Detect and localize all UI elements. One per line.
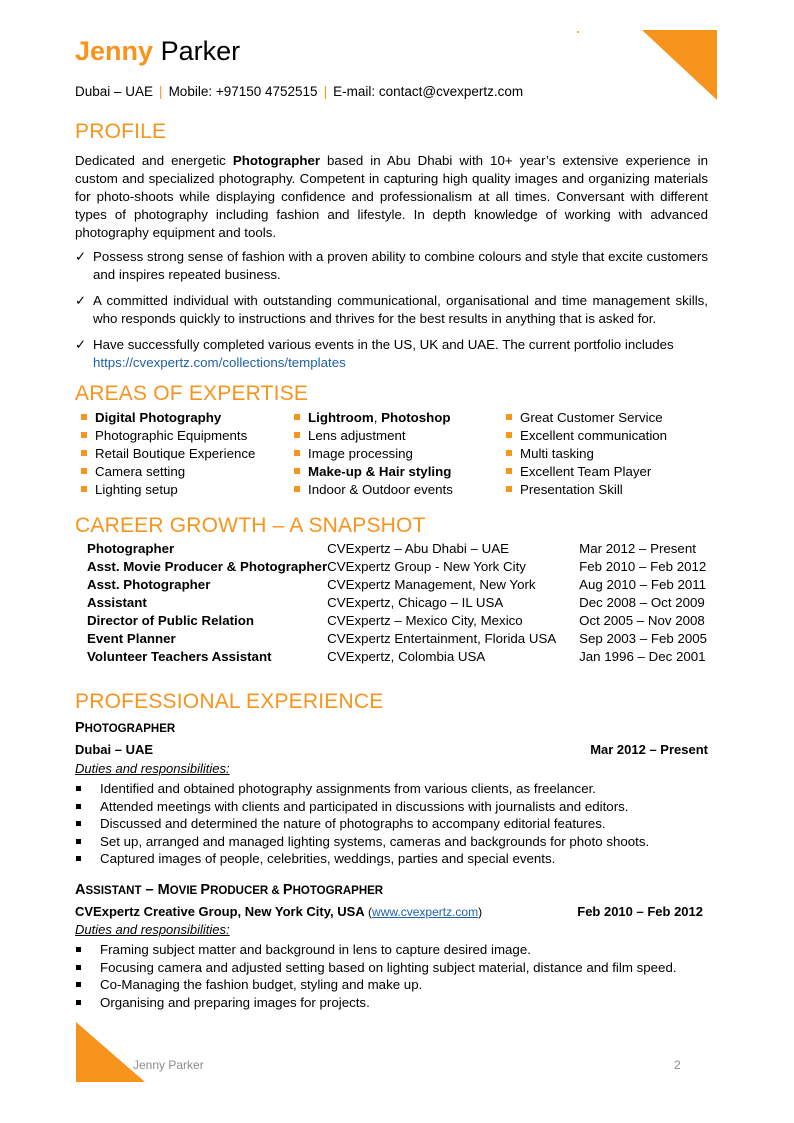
expertise-column-1 — [81, 409, 255, 499]
paren: ( — [364, 905, 373, 919]
website-wrap — [365, 905, 482, 919]
expertise-label: Lighting setup — [95, 482, 178, 497]
expertise-label: Presentation Skill — [520, 482, 623, 497]
expertise-label: Excellent communication — [520, 428, 668, 443]
career-dates: Dec 2008 – Oct 2009 — [579, 595, 705, 610]
career-role: Assistant — [87, 595, 147, 610]
bullet-icon — [76, 804, 81, 809]
job-title-text: P — [75, 720, 85, 736]
list-item — [75, 780, 708, 798]
career-role: Asst. Photographer — [87, 577, 211, 592]
job-title-text: HOTOGRAPHER — [84, 723, 176, 735]
expertise-label: Lightroom — [308, 410, 374, 425]
job-title — [75, 882, 383, 898]
list-item — [75, 941, 708, 959]
profile-summary — [75, 152, 708, 242]
expertise-label: Lens adjustment — [308, 428, 406, 443]
career-row — [87, 594, 707, 612]
profile-text: based in Abu Dhabi with 10+ year’s extensive experience in custom and specialized photography. Competent in capturing high quality images and organizing materials for photo-shoots while displaying confidence and professionalism at all times. Conversant with different types of photography including fashion and lifestyle. In depth knowledge of working with advanced photography equipment and tools. — [75, 153, 709, 240]
profile-heading: PROFILE — [75, 120, 167, 143]
duty-text: Discussed and determined the nature of photographs to accompany editorial features. — [100, 816, 606, 831]
career-dates: Sep 2003 – Feb 2005 — [579, 631, 708, 646]
job-company: CVExpertz Creative Group, New York City, USA — [75, 904, 365, 919]
career-row — [87, 612, 707, 630]
job-location: Dubai – UAE — [75, 742, 154, 757]
bullet-icon — [76, 965, 81, 970]
expertise-item — [294, 427, 453, 445]
expertise-item — [506, 481, 667, 499]
expertise-item — [294, 463, 453, 481]
duties-label: Duties and responsibilities: — [75, 922, 230, 937]
square-bullet-icon — [294, 468, 300, 474]
job-title-text: RODUCER & — [210, 885, 283, 897]
job-company-line — [75, 904, 703, 919]
expertise-item — [294, 481, 453, 499]
bullet-icon — [76, 786, 81, 791]
expertise-label: Indoor & Outdoor events — [308, 482, 453, 497]
career-heading: CAREER GROWTH – A SNAPSHOT — [75, 514, 426, 537]
expertise-label: Multi tasking — [520, 446, 594, 461]
job-title-text: – — [141, 882, 158, 898]
square-bullet-icon — [294, 414, 300, 420]
job-dates: Feb 2010 – Feb 2012 — [577, 904, 703, 919]
profile-point — [75, 248, 708, 284]
bullet-icon — [76, 982, 81, 987]
career-role: Photographer — [87, 541, 175, 556]
duty-text: Focusing camera and adjusted setting based on lighting subject material, distance and film speed. — [100, 959, 677, 975]
duty-text: Identified and obtained photography assignments from various clients, as freelancer. — [100, 781, 596, 796]
profile-point — [75, 292, 708, 328]
expertise-label: Great Customer Service — [520, 410, 663, 425]
square-bullet-icon — [506, 486, 512, 492]
bullet-icon — [76, 947, 81, 952]
email[interactable]: E-mail: contact@cvexpertz.com — [333, 84, 524, 99]
square-bullet-icon — [81, 468, 87, 474]
job-title-text: OVIE — [169, 885, 201, 897]
list-item — [75, 959, 708, 977]
duty-text: Set up, arranged and managed lighting systems, cameras and backgrounds for photo shoots. — [100, 833, 650, 849]
last-name: Parker — [160, 36, 241, 66]
job-location-line — [75, 742, 708, 757]
experience-heading: PROFESSIONAL EXPERIENCE — [75, 690, 384, 713]
location: Dubai – UAE — [75, 84, 154, 99]
career-dates: Oct 2005 – Nov 2008 — [579, 613, 705, 628]
career-table — [87, 540, 707, 666]
expertise-item — [506, 409, 667, 427]
career-role: Director of Public Relation — [87, 613, 254, 628]
duty-text: Framing subject matter and background in lens to capture desired image. — [100, 942, 531, 957]
list-item — [75, 976, 708, 994]
job-title-text: A — [75, 882, 86, 898]
expertise-column-3 — [506, 409, 667, 499]
list-item — [75, 833, 708, 851]
career-role: Asst. Movie Producer & Photographer — [87, 559, 328, 574]
job-title-text: P — [200, 882, 211, 898]
portfolio-link[interactable]: https://cvexpertz.com/collections/templates — [93, 355, 346, 370]
contact-line — [75, 84, 523, 99]
separator: | — [323, 84, 328, 99]
career-dates: Jan 1996 – Dec 2001 — [579, 649, 706, 664]
list-item — [75, 815, 708, 833]
expertise-separator: , — [373, 410, 382, 425]
bullet-icon — [76, 856, 81, 861]
page-number: 2 — [674, 1058, 681, 1072]
duty-text: Attended meetings with clients and participated in discussions with journalists and editors. — [100, 798, 629, 814]
duties-list — [75, 941, 708, 1011]
career-dates: Feb 2010 – Feb 2012 — [579, 559, 707, 574]
check-icon: ✓ — [75, 249, 87, 264]
expertise-label: Image processing — [308, 446, 413, 461]
separator: | — [159, 84, 163, 99]
job-title-text: M — [157, 882, 170, 898]
expertise-label: Camera setting — [95, 464, 186, 479]
job-dates: Mar 2012 – Present — [590, 742, 708, 757]
career-company: CVExpertz – Abu Dhabi – UAE — [327, 541, 509, 556]
career-dates: Aug 2010 – Feb 2011 — [579, 577, 707, 592]
expertise-label: Photoshop — [381, 410, 451, 425]
career-company: CVExpertz, Chicago – IL USA — [327, 595, 504, 610]
career-row — [87, 648, 707, 666]
list-item — [75, 850, 708, 868]
square-bullet-icon — [81, 450, 87, 456]
duty-text: Captured images of people, celebrities, weddings, parties and special events. — [100, 851, 556, 866]
square-bullet-icon — [81, 432, 87, 438]
duties-list — [75, 780, 708, 868]
expertise-label: Photographic Equipments — [95, 428, 248, 443]
expertise-label: Retail Boutique Experience — [95, 446, 256, 461]
career-row — [87, 576, 707, 594]
expertise-item — [506, 463, 667, 481]
profile-point — [75, 336, 708, 372]
expertise-item — [81, 445, 255, 463]
career-dates: Mar 2012 – Present — [579, 541, 696, 556]
square-bullet-icon — [506, 432, 512, 438]
check-icon: ✓ — [75, 337, 87, 352]
profile-point-text-main: Have successfully completed various events in the US, UK and UAE. The current portfolio includes — [93, 337, 674, 352]
square-bullet-icon — [294, 450, 300, 456]
expertise-item — [294, 409, 453, 427]
square-bullet-icon — [506, 414, 512, 420]
footer-name: Jenny Parker — [133, 1058, 204, 1072]
duty-text: Organising and preparing images for projects. — [100, 994, 370, 1010]
expertise-column-2 — [294, 409, 453, 499]
profile-point-text — [93, 336, 708, 372]
job-title — [75, 720, 175, 736]
career-role: Volunteer Teachers Assistant — [87, 649, 272, 664]
career-row — [87, 630, 707, 648]
career-company: CVExpertz Management, New York — [327, 577, 536, 592]
expertise-item — [506, 445, 667, 463]
bottom-corner-decoration — [75, 1020, 147, 1084]
career-company: CVExpertz – Mexico City, Mexico — [327, 613, 523, 628]
bullet-icon — [76, 839, 81, 844]
expertise-item — [294, 445, 453, 463]
list-item — [75, 994, 708, 1012]
square-bullet-icon — [294, 486, 300, 492]
square-bullet-icon — [81, 414, 87, 420]
expertise-item — [81, 409, 255, 427]
square-bullet-icon — [506, 450, 512, 456]
square-bullet-icon — [506, 468, 512, 474]
profile-role: Photographer — [232, 153, 321, 168]
career-company: CVExpertz Group - New York City — [327, 559, 526, 574]
duty-text: Co-Managing the fashion budget, styling and make up. — [100, 977, 423, 992]
expertise-label: Digital Photography — [95, 410, 222, 425]
top-corner-decoration — [560, 28, 720, 102]
expertise-label: Make-up & Hair styling — [308, 464, 452, 479]
career-role: Event Planner — [87, 631, 176, 646]
square-bullet-icon — [294, 432, 300, 438]
career-row — [87, 558, 707, 576]
list-item — [75, 798, 708, 816]
profile-text: Dedicated and energetic — [75, 153, 233, 168]
profile-point-text: A committed individual with outstanding communicational, organisational and time management skills, who responds quickly to instructions and thrives for the best results in anything that is asked for. — [93, 293, 708, 326]
expertise-label: Excellent Team Player — [520, 464, 652, 479]
bullet-icon — [76, 821, 81, 826]
duties-label: Duties and responsibilities: — [75, 761, 230, 776]
square-bullet-icon — [81, 486, 87, 492]
check-icon: ✓ — [75, 293, 87, 308]
expertise-item — [81, 427, 255, 445]
expertise-item — [81, 481, 255, 499]
career-company: CVExpertz Entertainment, Florida USA — [327, 631, 557, 646]
job-title-text: P — [282, 882, 293, 898]
mobile: Mobile: +97150 4752515 — [168, 84, 318, 99]
candidate-name — [75, 34, 240, 68]
profile-point-text: Possess strong sense of fashion with a proven ability to combine colours and style that excite customers and inspires repeated business. — [93, 249, 708, 282]
expertise-heading: AREAS OF EXPERTISE — [75, 382, 309, 405]
career-row — [87, 540, 707, 558]
first-name: Jenny — [75, 36, 154, 66]
company-website-link[interactable]: www.cvexpertz.com — [372, 905, 479, 919]
expertise-item — [506, 427, 667, 445]
career-company: CVExpertz, Colombia USA — [327, 649, 486, 664]
expertise-item — [81, 463, 255, 481]
bullet-icon — [76, 1000, 81, 1005]
paren: ) — [478, 905, 483, 919]
job-title-text: HOTOGRAPHER — [292, 885, 384, 897]
job-title-text: SSISTANT — [85, 885, 142, 897]
